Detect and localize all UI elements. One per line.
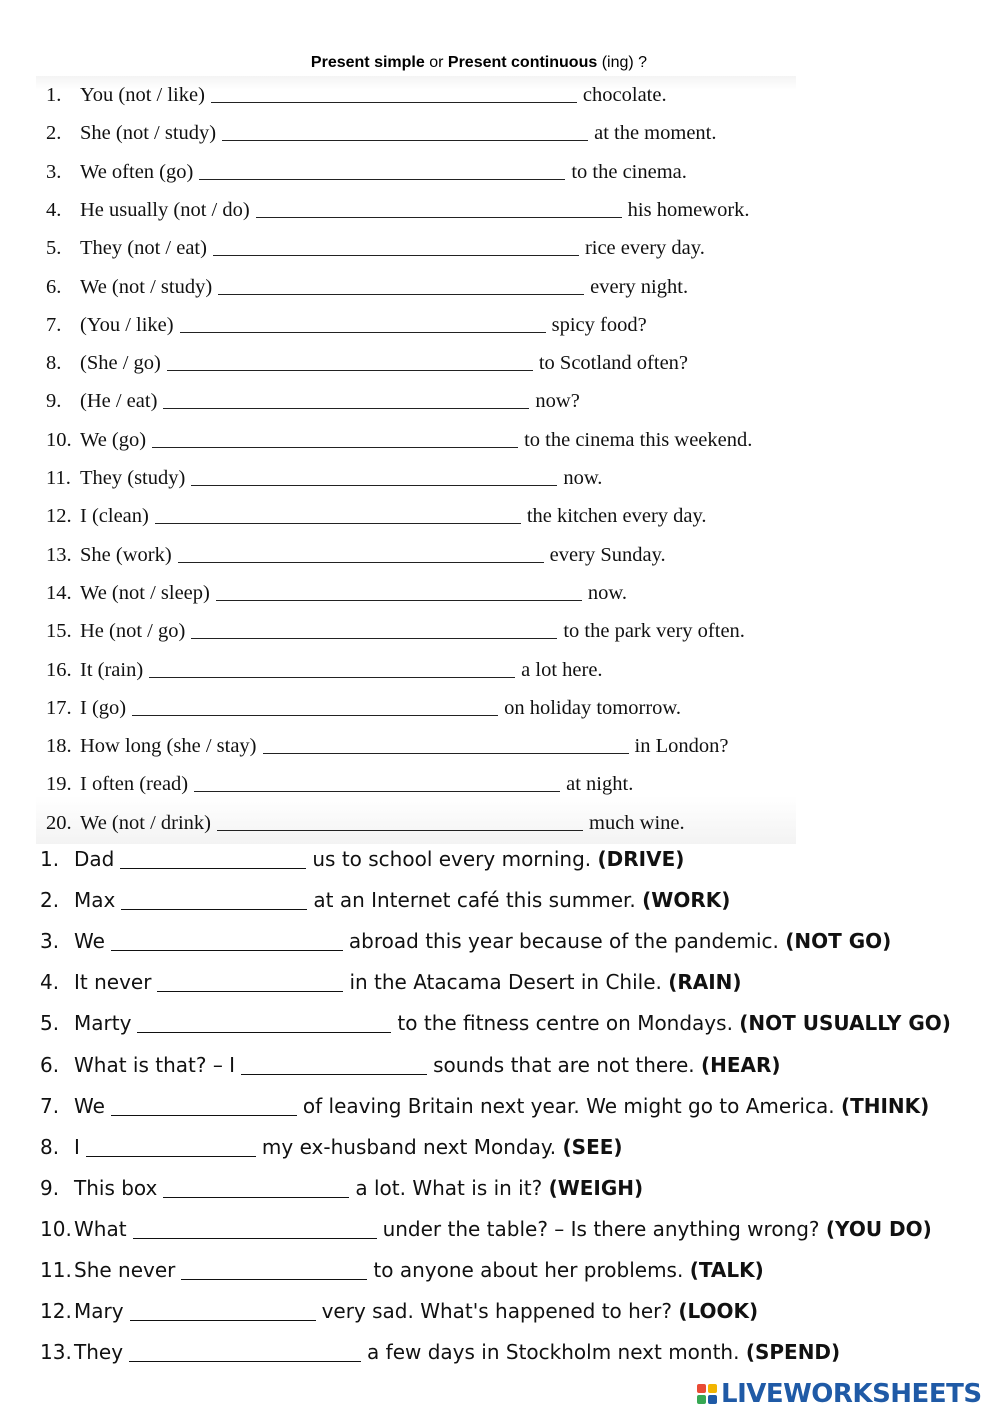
continuation-text: to the cinema.: [571, 160, 687, 183]
answer-blank[interactable]: [263, 733, 629, 754]
item-number: 19.: [46, 773, 72, 796]
title-present-simple: Present simple: [310, 54, 425, 71]
exercise-1-panel: [36, 76, 796, 844]
prompt-text: I: [74, 1134, 80, 1159]
answer-blank[interactable]: [111, 928, 343, 951]
continuation-text: a lot. What is in it?: [355, 1175, 543, 1200]
continuation-text: much wine.: [589, 811, 685, 834]
item-number: 3.: [46, 160, 62, 183]
exercise-2-item: [40, 965, 742, 999]
continuation-text: sounds that are not there.: [433, 1052, 695, 1077]
answer-blank[interactable]: [167, 350, 533, 371]
verb-hint: (LOOK): [678, 1299, 759, 1324]
continuation-text: rice every day.: [584, 237, 705, 260]
prompt-text: Max: [74, 888, 116, 913]
exercise-1-item: [46, 310, 647, 340]
continuation-text: abroad this year because of the pandemic.: [348, 929, 779, 954]
answer-blank[interactable]: [133, 1216, 377, 1239]
verb-hint: (WORK): [642, 888, 731, 913]
item-number: 4.: [46, 198, 62, 221]
exercise-1-item: [46, 769, 633, 799]
continuation-text: in London?: [634, 735, 729, 758]
exercise-2-item: [40, 1048, 781, 1082]
continuation-text: at an Internet café this summer.: [313, 888, 636, 913]
item-number: 11.: [46, 467, 71, 489]
item-number: 15.: [46, 620, 72, 643]
item-number: 17.: [46, 696, 72, 719]
answer-blank[interactable]: [137, 1010, 391, 1033]
prompt-text: I often (read): [80, 773, 189, 796]
continuation-text: spicy food?: [551, 313, 647, 336]
item-number: 13.: [40, 1340, 72, 1365]
item-number: 7.: [46, 313, 62, 336]
prompt-text: How long (she / stay): [80, 735, 257, 758]
exercise-2-item: [40, 1253, 764, 1287]
continuation-text: now.: [587, 581, 627, 604]
prompt-text: You (not / like): [80, 84, 205, 106]
item-number: 6.: [46, 275, 62, 298]
exercise-2-item: [40, 842, 684, 876]
answer-blank[interactable]: [211, 82, 577, 103]
exercise-1-item: [46, 195, 750, 225]
answer-blank[interactable]: [180, 312, 546, 333]
item-number: 9.: [46, 390, 62, 413]
exercise-1-item: [46, 80, 667, 110]
exercise-1-item: [46, 616, 745, 646]
prompt-text: She (not / study): [80, 122, 217, 145]
prompt-text: Mary: [74, 1299, 124, 1324]
continuation-text: at the moment.: [594, 122, 717, 145]
verb-hint: (NOT GO): [785, 929, 892, 954]
answer-blank[interactable]: [130, 1298, 316, 1321]
answer-blank[interactable]: [217, 810, 583, 831]
prompt-text: I (clean): [80, 505, 149, 528]
prompt-text: We (go): [80, 428, 147, 451]
answer-blank[interactable]: [152, 427, 518, 448]
answer-blank[interactable]: [129, 1339, 361, 1362]
answer-blank[interactable]: [213, 235, 579, 256]
prompt-text: Dad: [74, 847, 115, 871]
exercise-2-item: [40, 1089, 929, 1123]
answer-blank[interactable]: [111, 1093, 297, 1116]
prompt-text: We often (go): [80, 160, 194, 183]
item-number: 12.: [40, 1299, 72, 1324]
continuation-text: my ex-husband next Monday.: [261, 1134, 557, 1159]
answer-blank[interactable]: [86, 1134, 256, 1157]
continuation-text: to anyone about her problems.: [373, 1258, 684, 1282]
exercise-1-item: [46, 348, 688, 378]
item-number: 16.: [46, 658, 72, 681]
item-number: 6.: [40, 1052, 60, 1077]
verb-hint: (TALK): [689, 1258, 764, 1282]
answer-blank[interactable]: [132, 695, 498, 716]
prompt-text: What is that? – I: [74, 1052, 236, 1077]
continuation-text: a few days in Stockholm next month.: [367, 1340, 740, 1365]
exercise-2-item: [40, 1006, 951, 1040]
answer-blank[interactable]: [149, 657, 515, 678]
continuation-text: now?: [535, 390, 580, 413]
answer-blank[interactable]: [163, 1175, 349, 1198]
prompt-text: We (not / sleep): [80, 581, 210, 604]
exercise-2-item: [40, 924, 891, 958]
verb-hint: (THINK): [840, 1093, 930, 1118]
exercise-1-item: [46, 693, 681, 723]
exercise-1-item: [46, 578, 627, 608]
item-number: 13.: [46, 543, 72, 566]
continuation-text: at night.: [566, 773, 634, 796]
prompt-text: Marty: [74, 1011, 132, 1036]
verb-hint: (RAIN): [668, 970, 742, 995]
answer-blank[interactable]: [178, 542, 544, 563]
verb-hint: (DRIVE): [597, 847, 685, 871]
prompt-text: This box: [74, 1175, 158, 1200]
exercise-1-item: [46, 118, 717, 148]
prompt-text: She (work): [80, 543, 172, 566]
exercise-2-item: [40, 1335, 840, 1369]
answer-blank[interactable]: [199, 159, 565, 180]
exercise-1-item: [46, 425, 752, 455]
continuation-text: to the cinema this weekend.: [524, 428, 753, 451]
worksheet-title: [0, 54, 958, 72]
continuation-text: very sad. What's happened to her?: [321, 1299, 672, 1324]
continuation-text: of leaving Britain next year. We might go to America.: [302, 1093, 835, 1118]
item-number: 2.: [46, 122, 62, 145]
item-number: 8.: [46, 352, 62, 375]
verb-hint: (NOT USUALLY GO): [739, 1011, 951, 1036]
prompt-text: We (not / drink): [80, 811, 211, 834]
liveworksheets-logo: [697, 1378, 982, 1410]
verb-hint: (WEIGH): [548, 1175, 644, 1200]
continuation-text: us to school every morning.: [312, 847, 592, 871]
title-suffix: (ing) ?: [601, 54, 648, 71]
answer-blank[interactable]: [191, 465, 557, 486]
verb-hint: (HEAR): [701, 1052, 781, 1077]
exercise-1-item: [46, 463, 602, 493]
prompt-text: He usually (not / do): [80, 198, 250, 221]
prompt-text: What: [74, 1216, 127, 1241]
answer-blank[interactable]: [191, 618, 557, 639]
exercise-1-item: [46, 233, 705, 263]
prompt-text: We (not / study): [80, 275, 213, 298]
continuation-text: to the park very often.: [563, 620, 745, 643]
item-number: 11.: [40, 1258, 72, 1282]
title-connector: or: [429, 54, 444, 71]
prompt-text: We: [74, 1093, 105, 1118]
item-number: 18.: [46, 735, 72, 758]
exercise-1-item: [46, 540, 666, 570]
item-number: 4.: [40, 970, 60, 995]
answer-blank[interactable]: [121, 887, 307, 910]
exercise-1-item: [46, 386, 580, 416]
prompt-text: They (not / eat): [80, 237, 207, 260]
item-number: 2.: [40, 888, 60, 913]
liveworksheets-logo-text: LIVEWORKSHEETS: [721, 1379, 982, 1409]
item-number: 7.: [40, 1093, 60, 1118]
continuation-text: the kitchen every day.: [526, 505, 707, 528]
prompt-text: It (rain): [80, 658, 144, 681]
item-number: 3.: [40, 929, 60, 954]
item-number: 5.: [46, 237, 62, 260]
continuation-text: on holiday tomorrow.: [504, 696, 681, 719]
answer-blank[interactable]: [241, 1052, 427, 1075]
answer-blank[interactable]: [194, 771, 560, 792]
answer-blank[interactable]: [256, 197, 622, 218]
continuation-text: every night.: [590, 275, 689, 298]
exercise-2-item: [40, 1171, 643, 1205]
prompt-text: He (not / go): [80, 620, 186, 643]
answer-blank[interactable]: [216, 580, 582, 601]
item-number: 10.: [40, 1216, 72, 1241]
exercise-2-item: [40, 1294, 758, 1328]
verb-hint: (SPEND): [745, 1340, 841, 1365]
continuation-text: to the fitness centre on Mondays.: [397, 1011, 733, 1036]
prompt-text: I (go): [80, 696, 127, 719]
prompt-text: They (study): [80, 467, 186, 489]
prompt-text: (She / go): [80, 352, 161, 375]
prompt-text: They: [74, 1340, 124, 1365]
answer-blank[interactable]: [157, 969, 343, 992]
continuation-text: to Scotland often?: [538, 352, 689, 375]
item-number: 5.: [40, 1011, 60, 1036]
exercise-2-item: [40, 1212, 932, 1246]
continuation-text: under the table? – Is there anything wrong?: [382, 1216, 820, 1241]
prompt-text: She never: [74, 1258, 176, 1282]
item-number: 20.: [46, 811, 72, 834]
item-number: 10.: [46, 428, 72, 451]
answer-blank[interactable]: [222, 120, 588, 141]
continuation-text: a lot here.: [521, 658, 603, 681]
item-number: 8.: [40, 1134, 60, 1159]
answer-blank[interactable]: [218, 274, 584, 295]
answer-blank[interactable]: [155, 503, 521, 524]
item-number: 1.: [40, 847, 60, 871]
item-number: 12.: [46, 505, 72, 528]
verb-hint: (SEE): [562, 1134, 623, 1159]
prompt-text: (You / like): [80, 313, 174, 336]
continuation-text: in the Atacama Desert in Chile.: [349, 970, 662, 995]
continuation-text: now.: [563, 467, 603, 489]
answer-blank[interactable]: [181, 1257, 367, 1280]
prompt-text: It never: [74, 970, 152, 995]
title-present-continuous: Present continuous: [447, 54, 598, 71]
exercise-2-item: [40, 883, 730, 917]
exercise-1-item: [46, 731, 728, 761]
item-number: 1.: [46, 84, 62, 106]
exercise-1-item: [46, 655, 603, 685]
continuation-text: chocolate.: [582, 84, 667, 106]
liveworksheets-logo-icon: [697, 1384, 717, 1404]
prompt-text: We: [74, 929, 105, 954]
exercise-1-item: [46, 272, 688, 302]
item-number: 9.: [40, 1175, 60, 1200]
exercise-1-item: [46, 808, 685, 838]
continuation-text: every Sunday.: [549, 543, 666, 566]
item-number: 14.: [46, 581, 72, 604]
exercise-1-item: [46, 157, 687, 187]
answer-blank[interactable]: [120, 846, 306, 869]
answer-blank[interactable]: [163, 388, 529, 409]
exercise-1-item: [46, 501, 707, 531]
verb-hint: (YOU DO): [825, 1216, 932, 1241]
continuation-text: his homework.: [627, 198, 750, 221]
exercise-2-item: [40, 1130, 623, 1164]
prompt-text: (He / eat): [80, 390, 158, 413]
